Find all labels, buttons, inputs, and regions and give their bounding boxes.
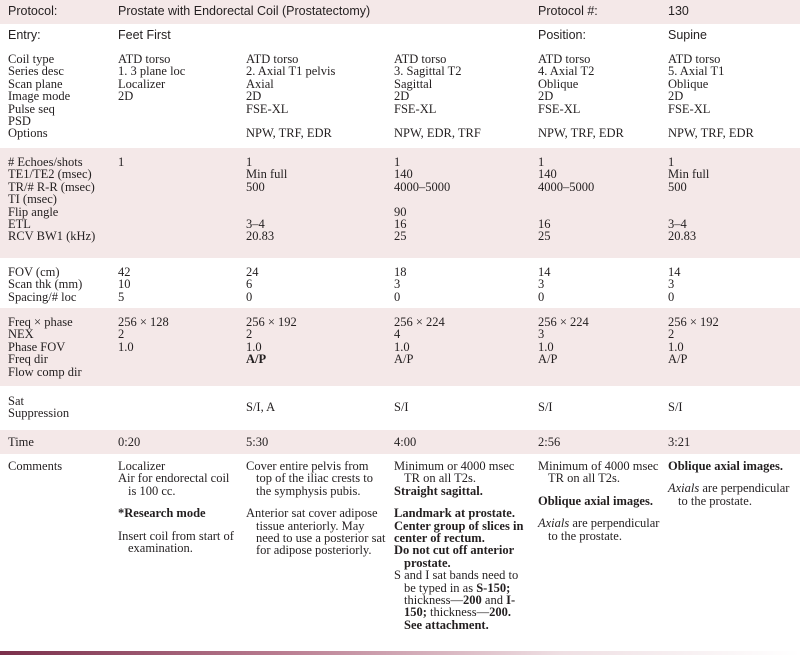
section-time xyxy=(0,430,800,454)
section-echo xyxy=(0,148,800,258)
comment-anterior-prostate: Do not cut off anterior prostate. xyxy=(394,543,514,570)
sat-series-1 xyxy=(110,395,238,430)
coil-series-2: ATD torso 2. Axial T1 pelvis Axial 2D FSE-XL NPW, TRF, EDR xyxy=(246,52,336,141)
comment-min-4000: Minimum of 4000 msec TR on all T2s. xyxy=(538,459,659,486)
comment-insert-coil: Insert coil from start of examination. xyxy=(118,528,234,556)
comments-series-1 xyxy=(110,460,238,655)
comment-min-tr: Minimum or 4000 msec TR on all T2s. xyxy=(394,459,515,486)
comment-air-coil: Air for endorectal coil is 100 cc. xyxy=(118,471,230,498)
protocol-value: Prostate with Endorectal Coil (Prostatectomy) xyxy=(118,4,371,18)
position-label: Position: xyxy=(538,28,586,42)
sat-series-3: S/I xyxy=(394,400,409,414)
sat-bands-see-attachment: See attachment. xyxy=(404,617,489,632)
time-series-2: 5:30 xyxy=(246,435,269,449)
sat-bands-text-1: S and I sat bands need to be typed in as xyxy=(394,568,519,595)
comment-oblique-axial-5: Oblique axial images. xyxy=(668,459,783,473)
comments-series-2 xyxy=(238,460,386,655)
protocol-label: Protocol: xyxy=(8,4,58,18)
comment-oblique-axial-4: Oblique axial images. xyxy=(538,493,653,508)
comments-series-5 xyxy=(660,460,800,655)
comments-series-3 xyxy=(386,460,530,655)
comment-axials-4 xyxy=(538,517,660,542)
freq-series-2 xyxy=(238,316,386,386)
echo-series-3: 1 140 4000–5000 90 16 25 xyxy=(394,155,451,244)
comments-label: Comments xyxy=(8,459,63,473)
comment-straight-sagittal: Straight sagittal. xyxy=(394,483,483,498)
position-value: Supine xyxy=(668,28,707,42)
sat-series-4: S/I xyxy=(538,400,553,414)
header-row-entry xyxy=(0,24,800,46)
freq-series-2-values: 256 × 192 2 1.0 xyxy=(246,315,297,354)
entry-value: Feet First xyxy=(118,28,171,42)
time-series-3: 4:00 xyxy=(394,435,417,449)
sat-bands-s150: S-150; xyxy=(476,580,511,595)
axials-italic-4: Axials xyxy=(538,516,570,531)
header-row-protocol xyxy=(0,0,800,24)
protocol-number-value: 130 xyxy=(668,4,689,18)
coil-series-4: ATD torso 4. Axial T2 Oblique 2D FSE-XL NPW, TRF, EDR xyxy=(538,52,624,141)
sat-bands-200-a: 200 xyxy=(463,593,482,608)
sat-bands-text-2: thickness— xyxy=(404,593,464,608)
coil-series-5: ATD torso 5. Axial T1 Oblique 2D FSE-XL NPW, TRF, EDR xyxy=(668,52,754,141)
axials-text-5: are perpendicular to the prostate. xyxy=(678,481,790,508)
section-comments xyxy=(0,454,800,655)
echo-series-5: 1 Min full 500 3–4 20.83 xyxy=(668,155,710,244)
sat-series-2: S/I, A xyxy=(246,400,276,414)
time-series-4: 2:56 xyxy=(538,435,561,449)
echo-labels: # Echoes/shots TE1/TE2 (msec) TR/# R-R (msec) TI (msec) Flip angle ETL RCV BW1 (kHz) xyxy=(8,155,96,244)
freq-series-5: 256 × 192 2 1.0 A/P xyxy=(668,315,719,367)
sat-bands-text-3: and xyxy=(481,593,507,608)
echo-series-1: 1 xyxy=(118,155,125,169)
comment-localizer: Localizer xyxy=(118,459,166,473)
echo-series-2: 1 Min full 500 3–4 20.83 xyxy=(246,155,288,244)
section-fov xyxy=(0,258,800,308)
freq-series-2-freq-dir: A/P xyxy=(246,352,267,367)
freq-series-3: 256 × 224 4 1.0 A/P xyxy=(394,315,445,367)
sat-series-5: S/I xyxy=(668,400,683,414)
fov-series-4: 14 3 0 xyxy=(538,265,551,304)
comment-cover-pelvis: Cover entire pelvis from top of the iliac crests to the symphysis pubis. xyxy=(246,459,373,498)
echo-series-4: 1 140 4000–5000 16 25 xyxy=(538,155,595,244)
time-series-1: 0:20 xyxy=(118,435,141,449)
section-coil xyxy=(0,46,800,148)
freq-labels: Freq × phase NEX Phase FOV Freq dir Flow comp dir xyxy=(8,315,82,379)
sat-labels: Sat Suppression xyxy=(8,394,70,421)
comment-landmark: Landmark at prostate. Center group of slices in center of rectum. xyxy=(394,506,524,546)
fov-series-1: 42 10 5 xyxy=(118,265,131,304)
comment-anterior-sat: Anterior sat cover adipose tissue anteriorly. May need to use a posterior sat for adipose posteriorly. xyxy=(246,506,386,558)
entry-label: Entry: xyxy=(8,28,41,42)
time-label: Time xyxy=(8,435,34,449)
comment-axials-5 xyxy=(668,482,800,507)
fov-series-3: 18 3 0 xyxy=(394,265,407,304)
fov-labels: FOV (cm) Scan thk (mm) Spacing/# loc xyxy=(8,265,83,304)
fov-series-2: 24 6 0 xyxy=(246,265,259,304)
bottom-gradient-rule xyxy=(0,651,800,655)
freq-series-4: 256 × 224 3 1.0 A/P xyxy=(538,315,589,367)
coil-series-1: ATD torso 1. 3 plane loc Localizer 2D xyxy=(118,52,186,104)
comment-research-mode: *Research mode xyxy=(118,506,206,521)
protocol-number-label: Protocol #: xyxy=(538,4,598,18)
section-freq xyxy=(0,308,800,386)
fov-series-5: 14 3 0 xyxy=(668,265,681,304)
sat-bands-i150: I-150; xyxy=(404,593,516,620)
comments-series-4 xyxy=(530,460,660,655)
sat-bands-200-b: 200. xyxy=(489,605,511,620)
coil-labels: Coil type Series desc Scan plane Image mode Pulse seq PSD Options xyxy=(8,52,71,141)
section-sat xyxy=(0,386,800,430)
time-series-5: 3:21 xyxy=(668,435,691,449)
sat-bands-text-4: thickness— xyxy=(426,605,490,620)
comment-sat-bands xyxy=(394,569,530,631)
freq-series-1: 256 × 128 2 1.0 xyxy=(118,315,169,354)
coil-series-3: ATD torso 3. Sagittal T2 Sagittal 2D FSE-XL NPW, EDR, TRF xyxy=(394,52,481,141)
axials-italic-5: Axials xyxy=(668,481,700,496)
axials-text-4: are perpendicular to the prostate. xyxy=(548,516,660,543)
